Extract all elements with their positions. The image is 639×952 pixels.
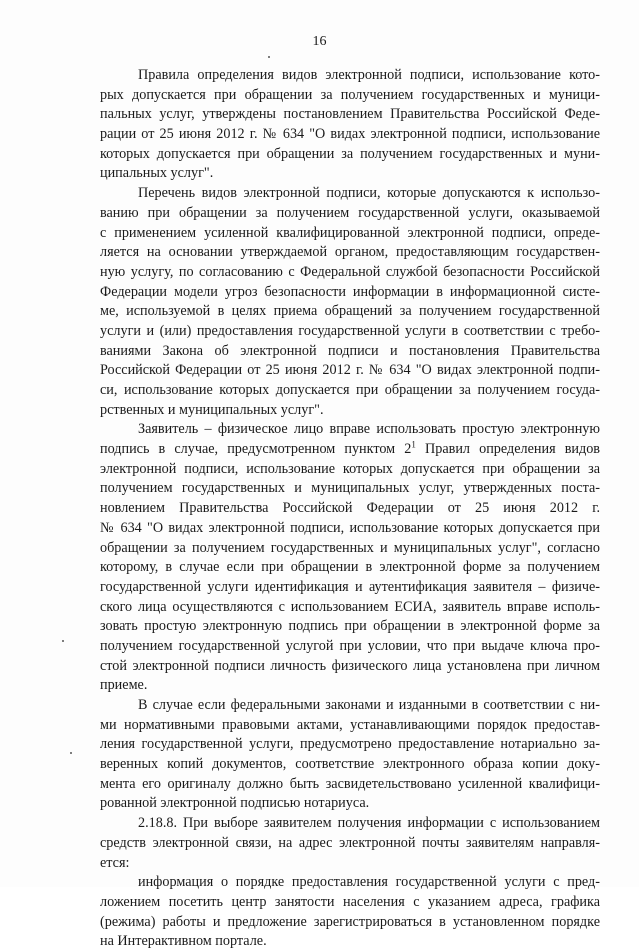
text-line: мента его оригиналу должно быть засвидетельствовано усиленной квалифици- (100, 775, 600, 792)
text-line: ми нормативными правовыми актами, устанавливающими порядок предостав- (100, 716, 600, 733)
text-line: ную услугу, по согласованию с Федеральной службой безопасности Российской (100, 263, 600, 280)
text-line: Заявитель – физическое лицо вправе использовать простую электронную (138, 421, 600, 438)
text-segment: подпись в случае, предусмотренном пунктом 2 (100, 441, 412, 458)
text-line: ложением посетить центр занятости населения с указанием адреса, графика (100, 893, 600, 910)
paragraph-applicant-simple-signature (100, 420, 600, 696)
text-line: Российской Федерации от 25 июня 2012 г. № 634 "О видах электронной подпи- (100, 362, 600, 379)
text-line: обращении за получением государственных и муниципальных услуг", согласно (100, 539, 600, 556)
text-line: (режима) работы и предложение зарегистрироваться в установленном порядке (100, 913, 600, 930)
footnote-superscript: 1 (411, 439, 416, 450)
text-line: № 634 "О видах электронной подписи, использование которых допускается при (100, 519, 600, 536)
text-line: государственной услуги идентификация и аутентификация заявителя – физиче- (100, 578, 600, 595)
text-line: получением государственных и муниципальных услуг, утвержденных поста- (100, 480, 600, 497)
text-line: средств электронной связи, на адрес электронной почты заявителям направля- (100, 834, 600, 851)
text-line: В случае если федеральными законами и изданными в соответствии с ни- (138, 697, 600, 713)
paragraph-section-2-18-8 (100, 814, 600, 873)
document-body (100, 66, 600, 952)
text-line: получением государственной услугой при условии, что при выдаче ключа про- (100, 637, 600, 654)
text-segment: Правил определения видов (415, 441, 601, 458)
text-line: электронной подписи, использование которых допускается при обращении за (100, 460, 600, 477)
text-line: 2.18.8. При выборе заявителем получения информации с использованием (138, 815, 600, 832)
text-line: ления государственной услуги, предусмотрено предоставление нотариально за- (100, 736, 600, 753)
text-line: рственных и муниципальных услуг". (100, 401, 324, 418)
text-line: ского лица осуществляются с использованием ЕСИА, заявитель вправе исполь- (100, 598, 600, 615)
paragraph-signature-rules (100, 66, 600, 184)
text-line: ванию при обращении за получением государственной услуги, оказываемой (100, 204, 600, 221)
text-line: си, использование которых допускается при обращении за получением госуда- (100, 382, 600, 398)
text-line: рых допускается при обращении за получением государственных и муници- (100, 86, 600, 103)
text-line: рации от 25 июня 2012 г. № 634 "О видах электронной подписи, использование (100, 126, 600, 143)
paragraph-information-notice (100, 873, 600, 952)
scan-speck (62, 640, 64, 642)
scan-speck (268, 56, 270, 58)
text-line: с применением усиленной квалифицированной электронной подписи, опреде- (100, 224, 600, 241)
text-line: ляется на основании утверждаемой органом, предоставляющим государствен- (100, 244, 600, 261)
scan-speck (70, 752, 72, 754)
text-line (100, 440, 600, 460)
text-line: Правила определения видов электронной подписи, использование кото- (138, 67, 600, 83)
text-line: которых допускается при обращении за получением государственных и муни- (100, 145, 600, 162)
text-line: новлением Правительства Российской Федерации от 25 июня 2012 г. (100, 500, 600, 517)
text-line: зовать простую электронную подпись при обращении в электронной форме за (100, 618, 600, 635)
text-line: которому, в случае если при обращении в электронной форме за получением (100, 559, 600, 576)
text-line: ципальных услуг". (100, 165, 214, 182)
page-number: 16 (312, 34, 327, 49)
text-line: информация о порядке предоставления государственной услуги с пред- (138, 874, 600, 891)
text-line: ваниями Закона об электронной подписи и постановления Правительства (100, 342, 600, 359)
text-line: ме, используемой в целях приема обращений за получением государственной (100, 303, 600, 320)
text-line: веренных копий документов, соответствие электронного образа копии доку- (100, 756, 600, 773)
text-line: пальных услуг, утверждены постановлением Правительства Российской Феде- (100, 106, 600, 123)
paragraph-signature-types-list (100, 184, 600, 420)
text-line: ется: (100, 854, 130, 871)
text-line: на Интерактивном портале. (100, 933, 267, 950)
text-line: Перечень видов электронной подписи, которые допускаются к использо- (138, 185, 600, 202)
paragraph-notarized-copies (100, 696, 600, 814)
text-line: Федерации модели угроз безопасности информации в информационной систе- (100, 283, 600, 300)
text-line: приеме. (100, 677, 148, 694)
text-line: услуги и (или) предоставления государственной услуги в соответствии с требо- (100, 322, 600, 339)
text-line: рованной электронной подписью нотариуса. (100, 795, 370, 812)
text-line: стой электронной подписи личность физического лица установлена при личном (100, 657, 600, 674)
